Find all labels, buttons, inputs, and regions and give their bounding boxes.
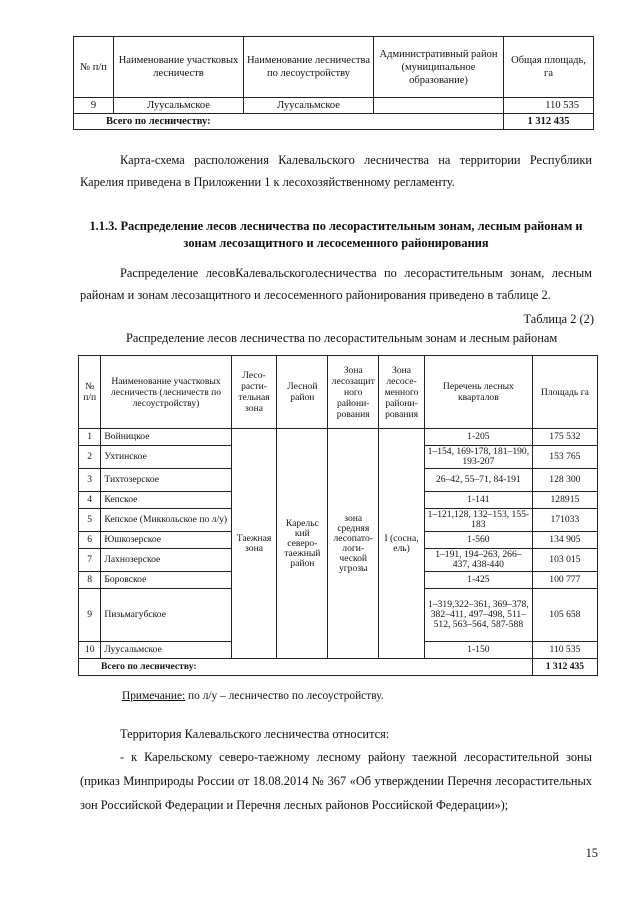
header-forestry-name: Наименование лесничества по лесоустройству — [244, 37, 374, 98]
section-heading: 1.1.3. Распределение лесов лесничества по лесорастительным зонам, лесным районам и зонам лесозащитного и лесосеменного районирования — [89, 219, 583, 250]
row-number: 9 — [74, 98, 114, 114]
row-name: Лахнозерское — [101, 549, 231, 572]
forestry-summary-table — [73, 36, 594, 130]
row-area: 128915 — [532, 492, 597, 509]
row-district — [374, 98, 504, 114]
vegetation-zone-cell: Таежная зона — [231, 429, 277, 659]
row-area: 110 535 — [532, 642, 597, 659]
row-number: 6 — [79, 532, 101, 549]
seed-zone-cell: I (сосна, ель) — [379, 429, 425, 659]
table-caption: Распределение лесов лесничества по лесорастительным зонам и лесным районам — [126, 331, 558, 345]
row-area: 175 532 — [532, 429, 597, 446]
table-total-row — [79, 659, 598, 676]
page-number: 15 — [585, 846, 598, 860]
row-name: Пизьмагубское — [101, 589, 231, 642]
table-header-row — [79, 356, 598, 429]
row-number: 5 — [79, 509, 101, 532]
distribution-paragraph: Распределение лесовКалевальскоголесничества по лесорастительным зонам, лесным районам и зонам лесозащитного и лесосеменного районирования приведено в таблице 2. — [80, 266, 592, 302]
row-name: Тихтозерское — [101, 469, 231, 492]
row-area: 171033 — [532, 509, 597, 532]
row-quarters: 1–319,322–361, 369–378, 382–411, 497–498, 511–512, 563–564, 587-588 — [424, 589, 532, 642]
row-quarters: 26–42, 55–71, 84-191 — [424, 469, 532, 492]
row-name: Ухтинское — [101, 446, 231, 469]
total-label: Всего по лесничеству: — [79, 659, 533, 676]
table-header-row — [74, 37, 594, 98]
header-district-forestry: Наименование участковых лесничеств (лесничеств по лесоустройству) — [101, 356, 231, 429]
row-number: 2 — [79, 446, 101, 469]
order-paragraph: - к Карельскому северо-таежному лесному району таежной лесорастительной зоны (приказ Минприроды России от 18.08.2014 № 367 «Об утверждении Перечня лесорастительных зон Российской Федерации и Перечня лесных районов Российской Федерации»); — [80, 750, 592, 812]
row-quarters: 1-141 — [424, 492, 532, 509]
row-name: Луусальмское — [114, 98, 244, 114]
row-area: 128 300 — [532, 469, 597, 492]
total-label: Всего по лесничеству: — [74, 114, 504, 130]
row-quarters: 1–121,128, 132–153, 155-183 — [424, 509, 532, 532]
row-number: 4 — [79, 492, 101, 509]
header-district-forestry: Наименование участковых лесничеств — [114, 37, 244, 98]
header-vegetation-zone: Лесо-расти-тельная зона — [231, 356, 277, 429]
map-scheme-paragraph: Карта-схема расположения Калевальского лесничества на территории Республики Карелия приведена в Приложении 1 к лесохозяйственному регламенту. — [80, 153, 592, 189]
row-number: 8 — [79, 572, 101, 589]
total-value: 1 312 435 — [504, 114, 594, 130]
table-total-row — [74, 114, 594, 130]
row-quarters: 1-205 — [424, 429, 532, 446]
territory-paragraph: Территория Калевальского лесничества относится: — [120, 727, 390, 741]
row-name: Юшкозерское — [101, 532, 231, 549]
row-quarters: 1-150 — [424, 642, 532, 659]
row-name: Луусальмское — [101, 642, 231, 659]
row-forestry: Луусальмское — [244, 98, 374, 114]
note-label: Примечание: — [122, 690, 186, 702]
header-number: № п/п — [74, 37, 114, 98]
header-protection-zone: Зона лесозащит ного райони-рования — [328, 356, 379, 429]
note-text: по л/у – лесничество по лесоустройству. — [185, 690, 384, 702]
row-number: 7 — [79, 549, 101, 572]
row-area: 103 015 — [532, 549, 597, 572]
table-row — [74, 98, 594, 114]
row-area: 153 765 — [532, 446, 597, 469]
row-name: Кепское — [101, 492, 231, 509]
forest-distribution-table — [78, 355, 598, 676]
row-name: Войницкое — [101, 429, 231, 446]
table-note — [122, 690, 384, 702]
header-total-area: Общая площадь, га — [504, 37, 594, 98]
protection-zone-cell: зона средняя лесопато-логи-ческой угрозы — [328, 429, 379, 659]
row-number: 1 — [79, 429, 101, 446]
row-name: Боровское — [101, 572, 231, 589]
row-area: 105 658 — [532, 589, 597, 642]
header-quarters: Перечень лесных кварталов — [424, 356, 532, 429]
forest-region-cell: Карельс кий северо-таежный район — [277, 429, 328, 659]
total-value: 1 312 435 — [532, 659, 597, 676]
table-number: Таблица 2 (2) — [523, 312, 594, 326]
row-number: 9 — [79, 589, 101, 642]
row-number: 10 — [79, 642, 101, 659]
row-quarters: 1–154, 169-178, 181–190, 193-207 — [424, 446, 532, 469]
row-number: 3 — [79, 469, 101, 492]
row-name: Кепское (Миккольское по л/у) — [101, 509, 231, 532]
header-admin-district: Административный район (муниципальное образование) — [374, 37, 504, 98]
row-area: 110 535 — [504, 98, 594, 114]
row-area: 100 777 — [532, 572, 597, 589]
header-forest-region: Лесной район — [277, 356, 328, 429]
header-number: № п/п — [79, 356, 101, 429]
row-quarters: 1-425 — [424, 572, 532, 589]
row-area: 134 905 — [532, 532, 597, 549]
header-seed-zone: Зона лесосе-менного райони-рования — [379, 356, 425, 429]
row-quarters: 1-560 — [424, 532, 532, 549]
table-row — [79, 429, 598, 446]
row-quarters: 1–191, 194–263, 266–437, 438-440 — [424, 549, 532, 572]
header-area: Площадь га — [532, 356, 597, 429]
